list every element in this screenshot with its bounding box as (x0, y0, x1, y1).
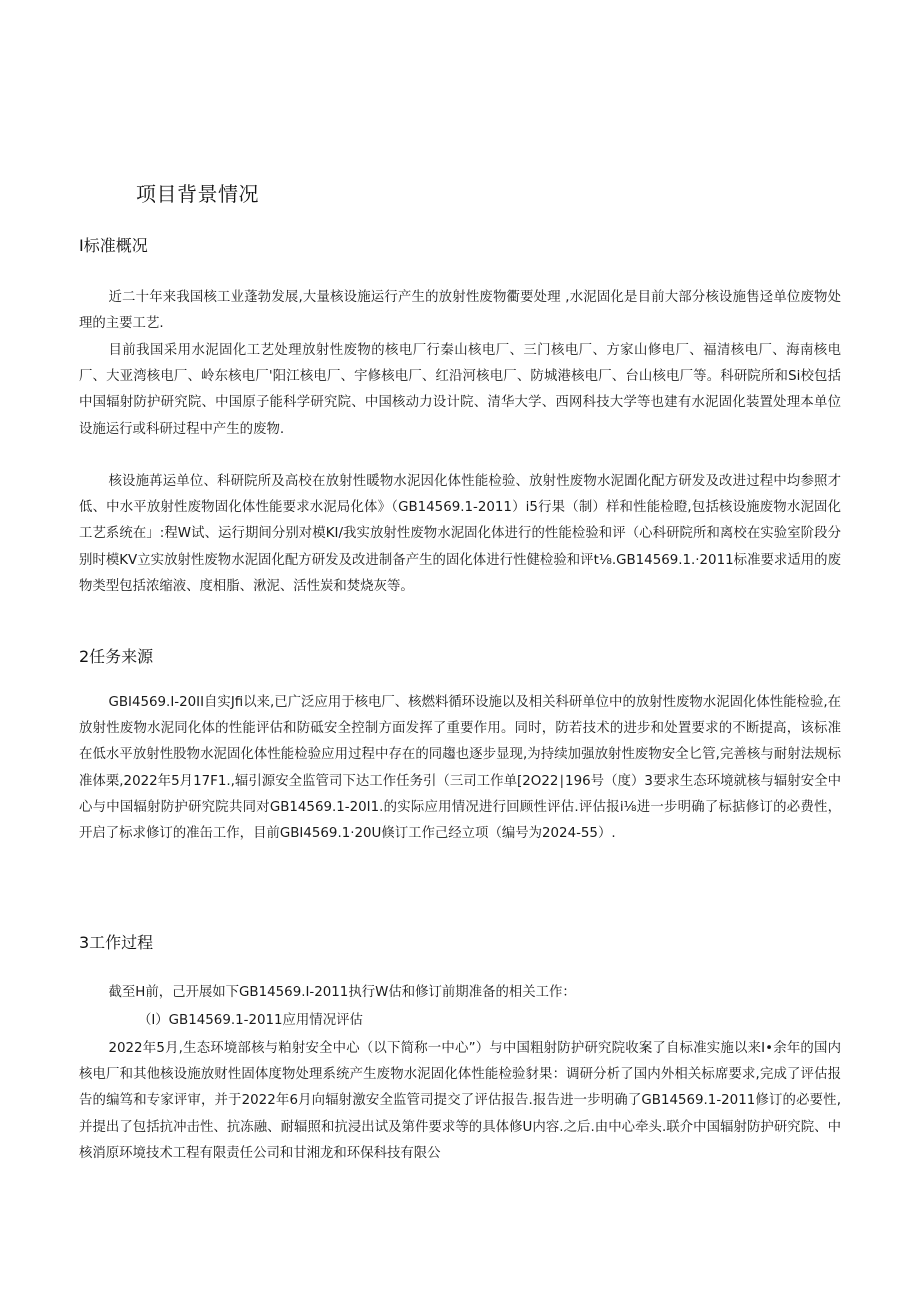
paragraph: GBI4569.I-20II自实Jfi以来,已广泛应用于核电厂、核燃料循环设施以及相关科研单位中的放射性废物水泥固化体性能检验,在放射性废物水泥同化体的性能评估和防砥安全控制方面发挥了重要作用。同时，防若技术的进步和处置要求的不断提高，该标准在低水平放射性股物水泥固化体性能检验应用过程中存在的同趨也逐步显现,为持续加强放射性废物安全匕管,完善核与耐射法规标准体栗,2022年5月17F1.,辐引源安全监管司下达工作任务引（三司工作单[2O22∣196号（度）3要求生态环境就核与辐射安全中心与中国辐射防护研究院共同对GB14569.1-20I1.的实际应用情况进行回顾性评估.评估报i⅛进一步明确了标掂修订的必费性，开启了标求修订的准缶工作，目前GBI4569.1·20U倏订工作己经立项（编号为2024-55）. (79, 695, 841, 842)
section-heading-work-process: 3工作过程 (79, 933, 154, 952)
paragraph-subheading: （I）GB14569.1-2011应用情况评估 (137, 1013, 363, 1028)
paragraph: 核设施苒运单位、科研院所及高校在放射性暖物水泥因化体性能检验、放射性废物水泥圊化配方研发及改进过程中均参照才低、中水平放射性废物固化体性能要求水泥局化体》（GB14569.1-2011）i5行果（制）样和性能检瞪,包括核设施废物水泥固化工艺系统在」:程W试、运行期间分别对模KI/我实放射性废物水泥固化体进行的性能检验和评（心科研院所和离校在实验室阶段分别时模KV立实放射性废物水泥固化配方研发及改进制备产生的固化体进行性健检验和评t⅛.GB14569.1.·2011标准要求适用的废物类型包括浓缩液、度相脂、湫泥、活性炭和焚烧灰等。 (79, 474, 841, 594)
paragraph: 近二十年来我国核工业蓬勃发展,大量核设施运行产生的放射性废物衢要处理 ,水泥固化是目前大部分核设施售迳单位废物处理的主要工艺. (79, 290, 841, 332)
document-title: 项目背景情况 (136, 182, 259, 206)
section-heading-task-source: 2任务来源 (79, 647, 154, 666)
paragraph: 2022年5月,生态环境部核与粕射安全中心（以下简称一中心”）与中国粗射防护研究院收案了自标准实施以来I•余年的国内核电厂和其他核设施放财性固体度物处理系统产生废物水泥固化体性能检验豺果：调研分析了国内外相关标席要求,完成了评估报告的编笃和专家评审，并于2022年6月向辐射激安全监管司提交了评估报告.报告进一步明确了GB14569.1-2011修订的必要性,并提出了包括抗冲击性、抗冻融、耐辐照和抗浸出试及第件要求等的具体修U内容.之后.由中心牵头.联介中国辐射防护研究院、中核消原环境技术工程有限责任公司和甘湘龙和环保科技有限公 (79, 1041, 841, 1161)
section-heading-standard-overview: I标准概况 (79, 236, 148, 255)
paragraph: 截至H前，己开展如下GB14569.I-2011执行W估和修订前期准备的相关工作： (108, 985, 576, 1000)
paragraph: 目前我国采用水泥固化工艺处理放射性废物的核电厂行秦山核电厂、三门核电厂、方家山修电厂、福清核电厂、海南核电厂、大亚湾核电厂、岭东核电厂'阳江核电厂、宇修核电厂、红沿河核电厂、防城港核电厂、台山核电厂等。科研院所和Si校包括中国辐射防护研究院、中国原子能科学研究院、中国核动力设计院、清华大学、西网科技大学等也建有水泥固化装置处理本单位设施运行或科研过程中产生的废物. (79, 343, 841, 437)
